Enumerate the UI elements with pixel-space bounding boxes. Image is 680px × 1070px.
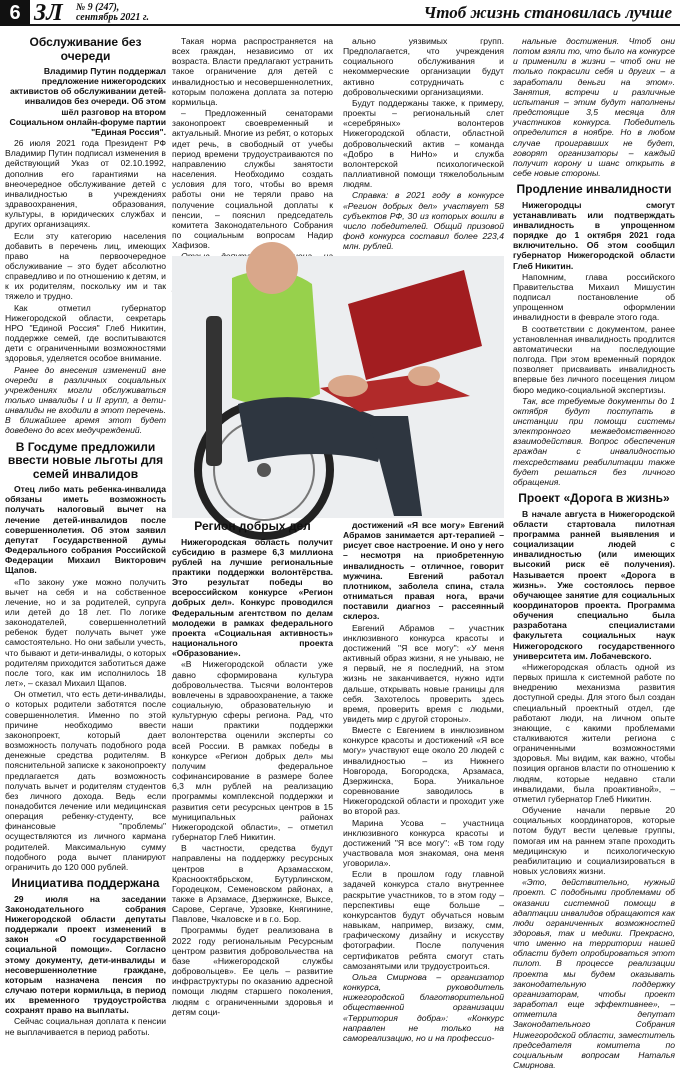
- wheelchair-laptop-illustration: [172, 256, 504, 518]
- newspaper-logo: ЗЛ: [34, 0, 63, 26]
- paragraph: Он отметил, что есть дети-инвалиды, о которых родители заботятся после совершеннолетия. Именно по этой причине необходимо ввести законопроект, который дает возможность получать подобного рода денежные средства родителям. В пояснительной записке к законопроекту предлагается дать возможность получать вычет и родителям студентов без личного дохода. Ведь если понадобится лечение или медицинская операция ребенку-студенту, все финансовые "проблемы" осуществляются из личного кармана родителей. Максимальную сумму подобного рода вычет планируют ограничить до 120 000 рублей.: [5, 689, 166, 872]
- issue-info: [76, 3, 149, 23]
- paragraph: 26 июля 2021 года Президент РФ Владимир Путин подписал изменения в действующий Указ от 02.10.1992, дополнив его гарантиями на внеочередное обслуживание детей с инвалидностью в учреждениях здравоохранения, образования, культуры, в юридических службах и других организациях.: [5, 138, 166, 230]
- wheelchair-photo: [172, 256, 504, 518]
- article-title: Обслуживание без очереди: [29, 35, 142, 63]
- article-lead: 29 июля на заседании Законодательного собрания Нижегородской области депутаты поддержали проект изменений в закон «О государственной социальной помощи». Согласно этому документу, дети-инвалиды и несовершеннолетние граждане, которым назначена пенсия по случаю потери кормильца, в период их временного трудоустройства сохранят право на выплаты.: [5, 893, 166, 1016]
- paragraph: – Предложенный сенаторами законопроект своевременный и актуальный. Многие из ребят, о которых идет речь, в свободный от учебы период времени трудоустраиваются по направлению службы занятости населения. Необходимо создать условия для того, чтобы во время работы они не теряли право на получение социальной доплаты к пенсии, – пояснил председатель комитета Законодательного Собрания по социальным вопросам Надир Хафизов.: [172, 108, 333, 251]
- article-lead: достижений «Я все могу» Евгений Абрамов занимается арт-терапией – рисует свое настроение. И оно у него – несмотря на приобретенную инвалидность – отличное, говорит мужчина. Евгений работал плотником, заболела спина, стала отниматься правая нога, врачи поставили диагноз – рассеянный склероз.: [343, 520, 504, 622]
- article-title: Инициатива поддержана: [11, 876, 160, 891]
- paragraph: Сейчас социальная доплата к пенсии не выплачивается в период работы.: [5, 1016, 166, 1037]
- paragraph: Если в прошлом году главной задачей конкурса стало внутреннее раскрытие участников, то в этом году – перспективы еще больше – конкурсантов будут обучаться новым навыкам, например, визажу, смм, графическому дизайну и искусству фотографии. После получения сертификатов ребята смогут стать самозанятыми или трудоустроиться.: [343, 869, 504, 971]
- article-lead: Отец либо мать ребенка-инвалида обязаны иметь возможность получать налоговый вычет на лечение детей-инвалидов после совершеннолетия. Об этом заявил депутат Государственной думы Федерального собрания Российской Федерации Михаил Викторович Щапов.: [5, 484, 166, 576]
- article-lead: Владимир Путин поддержал предложение нижегородских активистов об обслуживании детей-инвалидов без очереди. Об этом шёл разговор на втором Социальном онлайн-форуме партии "Единая Россия".: [9, 66, 166, 137]
- paragraph: Напомним, глава российского Правительства Михаил Мишустин подписал постановление об упрощенном оформлении инвалидности в феврале этого года.: [513, 271, 675, 323]
- article-title: Проект «Дорога в жизнь»: [518, 491, 670, 506]
- paragraph: «Это, действительно, нужный проект. С подобными проблемами об оказании системной помощи в адаптации инвалидов обращаются как люди ограниченных возможностей здоровья, так и медики. Прекрасно, что именно на территории нашей области будет опробироваться этот пилот. В процессе реализации проекта мы будем оказывать законодательную поддержку организаторам, чтобы проект заработал еще эффективнее», – отметила депутат Законодательного Собрания Нижегородской области, заместитель председателя комитета по социальным вопросам Наталья Смирнова.: [513, 877, 675, 1070]
- page-header: [0, 0, 680, 26]
- column-3-bottom: [343, 520, 504, 1043]
- paragraph: Такая норма распространяется на всех граждан, независимо от их возраста. Власти предлагают устранить такое ограничение для детей с инвалидностью и несовершеннолетних, которым положена доплата за потерю кормильца.: [172, 36, 333, 107]
- paragraph: ально уязвимых групп. Предполагается, что учреждения социального обслуживания и некоммерческие организации будут активно сотрудничать с добровольческими организациями.: [343, 36, 504, 97]
- paragraph: Марина Усова – участница инклюзивного конкурса красоты и достижений "Я все могу": «В том году участвовала моя знакомая, она меня уговорила».: [343, 817, 504, 869]
- article-lead: Нижегородцы смогут устанавливать или подтверждать инвалидность в упрощенном порядке до 1 октября 2021 года включительно. Об этом сообщил губернатор Нижегородской области Глеб Никитин.: [513, 199, 675, 271]
- section-slogan: Чтоб жизнь становилась лучше: [423, 3, 672, 22]
- column-2-top: [172, 36, 333, 256]
- article-title: В Госдуме предложили ввести новые льготы для семей инвалидов: [7, 439, 164, 481]
- article-lead: В начале августа в Нижегородской области стартовала пилотная программа ранней выявления и социализации людей с инвалидностью (или имеющих высокий риск её получения). Называется проект «Дорога в жизнь». Уже состоялось первое обучающее занятие для социальных координаторов проекта. Программа обучения специально была разработана специалистами факультета социальных наук Нижегородского государственного университета им. Лобачевского.: [513, 508, 675, 661]
- article-title: Продление инвалидности: [516, 182, 672, 197]
- article-title: Регион добрых дел: [194, 519, 311, 533]
- paragraph: В соответствии с документом, ранее установленная инвалидность продлится автоматически на последующие полгода. При этом временный порядок позволяет присваивать инвалидность впервые без личного посещения лицом бюро медико-социальной экспертизы.: [513, 323, 676, 395]
- issue-date: сентябрь 2021 г.: [76, 12, 149, 23]
- issue-number: № 9 (247),: [76, 2, 120, 13]
- page-number: 6: [0, 0, 30, 26]
- paragraph: Так, все требуемые документы до 1 октября будут поступать в инстанции при помощи системы электронного межведомственного взаимодействия. Вопрос обеспечения граждан с инвалидностью техсредствами реабилитации также будет решаться без личного обращения.: [513, 395, 675, 487]
- column-1: [5, 35, 166, 1037]
- paragraph: Справка: в 2021 году в конкурсе «Регион добрых дел» участвует 58 субъектов РФ, 30 из которых вошли в число победителей. Общий призовой фонд конкурса составил более 223,4 млн. рублей.: [343, 190, 504, 252]
- paragraph: Как отметил губернатор Нижегородской области, секретарь НРО "Единой Россия" Глеб Никитин, поддержке семей, где воспитываются дети с ограниченными возможностями здоровья, уделяется особое внимание.: [5, 302, 166, 364]
- paragraph: Ранее до внесения изменений вне очереди в различных социальных учреждениях могли обслуживаться только инвалиды I и II групп, а дети-инвалиды не входили в этот перечень. В ближайшее время этот будет доведено до всех медучреждений.: [5, 364, 166, 436]
- paragraph: Обучение начали первые 20 социальных координаторов, которые потом будут вести целевые группы, помогая им на раннем этапе проходить медицинскую и психологическую реабилитацию и социализироваться в новых условиях жизни.: [513, 805, 675, 877]
- paragraph: В частности, средства будут направлены на поддержку ресурсных центров в Арзамасском, Краснооктябрьском, Бутурлинском, Городецком, Семеновском районах, а также в Арзамасе, Дзержинске, Выксе, Сарове, Сергаче, Урзовке, Княгинине, Павлове, Чкаловске и в г.о. Бор.: [172, 843, 333, 925]
- column-2-bottom: [172, 519, 333, 1017]
- paragraph: Программы будет реализована в 2022 году региональным Ресурсным центром развития добровольчества на базе «Нижегородской службы добровольцев». Ее цель – развитие инфраструктуры по оказанию адресной помощи людям старшего поколения, людям с ограниченными здоровья и детям соци-: [172, 925, 333, 1017]
- column-4: [513, 36, 676, 1070]
- paragraph: Вместе с Евгением в инклюзивном конкурсе красоты и достижений «Я все могу» участвуют еще около 20 людей с инвалидностью – из Нижнего Новгорода, Богородска, Арзамаса, Дзержинска, Бора. Уникальное соревнование заводилось в Нижегородской области и проходит уже во второй раз.: [343, 725, 504, 817]
- paragraph: Ольга Смирнова – организатор конкурса, руководитель нижегородской благотворительной общественной организации «Территория добра»: «Конкурс направлен не только на самореализацию, но и на профессио-: [343, 971, 504, 1043]
- paragraph: «Нижегородская область одной из первых пришла к системной работе по внедрению механизма развития доступной среды. Для этого был создан специальный проектный отдел, где работают люди, на личном опыте знающие, с какими проблемами сталкиваются жители региона с ограниченными возможностями здоровья. Мы видим, как важно, чтобы позиция органов власти по отношению к людям, которые недавно стали инвалидами, была проактивной», – отметил губернатор Глеб Никитин.: [513, 661, 675, 804]
- paragraph: Евгений Абрамов – участник инклюзивного конкурса красоты и достижений "Я все могу": «У меня активный образ жизни, я не унываю, не я первый, не я последний, на этом жизнь не заканчивается, нужно идти дальше, открывать новые границы для себя. Захотелось проверить здесь время, проверить время с людьми, увидеть мир с другой стороны».: [343, 622, 504, 724]
- paragraph: «По закону уже можно получить вычет на себя и на собственное лечение, но и за родителей, супруга или детей до 18 лет. По логике законодателей, совершеннолетний ребенок будет получать вычет уже самостоятельно. Но они забыли учесть, что бывают и дети-инвалиды, о которых родителям приходится заботиться даже после того, как им исполнилось 18 лет», – сказал Михаил Щапов.: [5, 576, 166, 689]
- column-3-top: [343, 36, 504, 256]
- paragraph: Будут поддержаны также, к примеру, проекты – региональный слет «серебряных» волонтеров Нижегородской области, областной добровольческий актив – команда «Добро в НиНо» и служба волонтерской психологической паллиативной помощи тяжелобольным людям.: [343, 97, 504, 190]
- paragraph: «В Нижегородской области уже давно сформирована культура добровольчества. Тысячи волонтеров вовлечены в здравоохранение, а также социальную, образовательную и культурную сферы региона. Рад, что наши практики поддержки волонтерства оценили эксперты со всей России. В рамках победы в конкурсе «Регион добрых дел» мы получим федеральное софинансирование в размере более 6,3 млн рублей на реализацию программы комплексной поддержки и развития сети ресурсных центров в 15 муниципальных районах Нижегородской области», – отметил губернатор Глеб Никитин.: [172, 659, 333, 843]
- paragraph: нальные достижения. Чтоб они потом взяли то, что было на конкурсе и применили в жизни – чтоб они не только покрасили себя и других – а заработали деньги на этом». Занятия, встречи и различные испытания – этим будут наполнены предстоящие 3,5 месяца для участников конкурса. Победитель определится в ноябре. Но в любом случае проигравших не будет, говорят организаторы – каждый получит корону и шанс открыть в себе новые стороны.: [513, 36, 675, 179]
- paragraph: Если эту категорию населения добавить в перечень лиц, имеющих право на первоочередное обслуживание – это будет абсолютно справедливо и по отношению к детям, и к их родителям, поскольку им и так тяжело и трудно.: [5, 230, 166, 302]
- article-lead: Нижегородская область получит субсидию в размере 6,3 миллиона рублей на лучшие региональные практики поддержки волонтёрства. Это результат победы во всероссийском конкурсе «Регион добрых дел». Конкурс проводился Федеральным агентством по делам молодежи в рамках федерального проекта «Социальная активность» национального проекта «Образование».: [172, 536, 333, 659]
